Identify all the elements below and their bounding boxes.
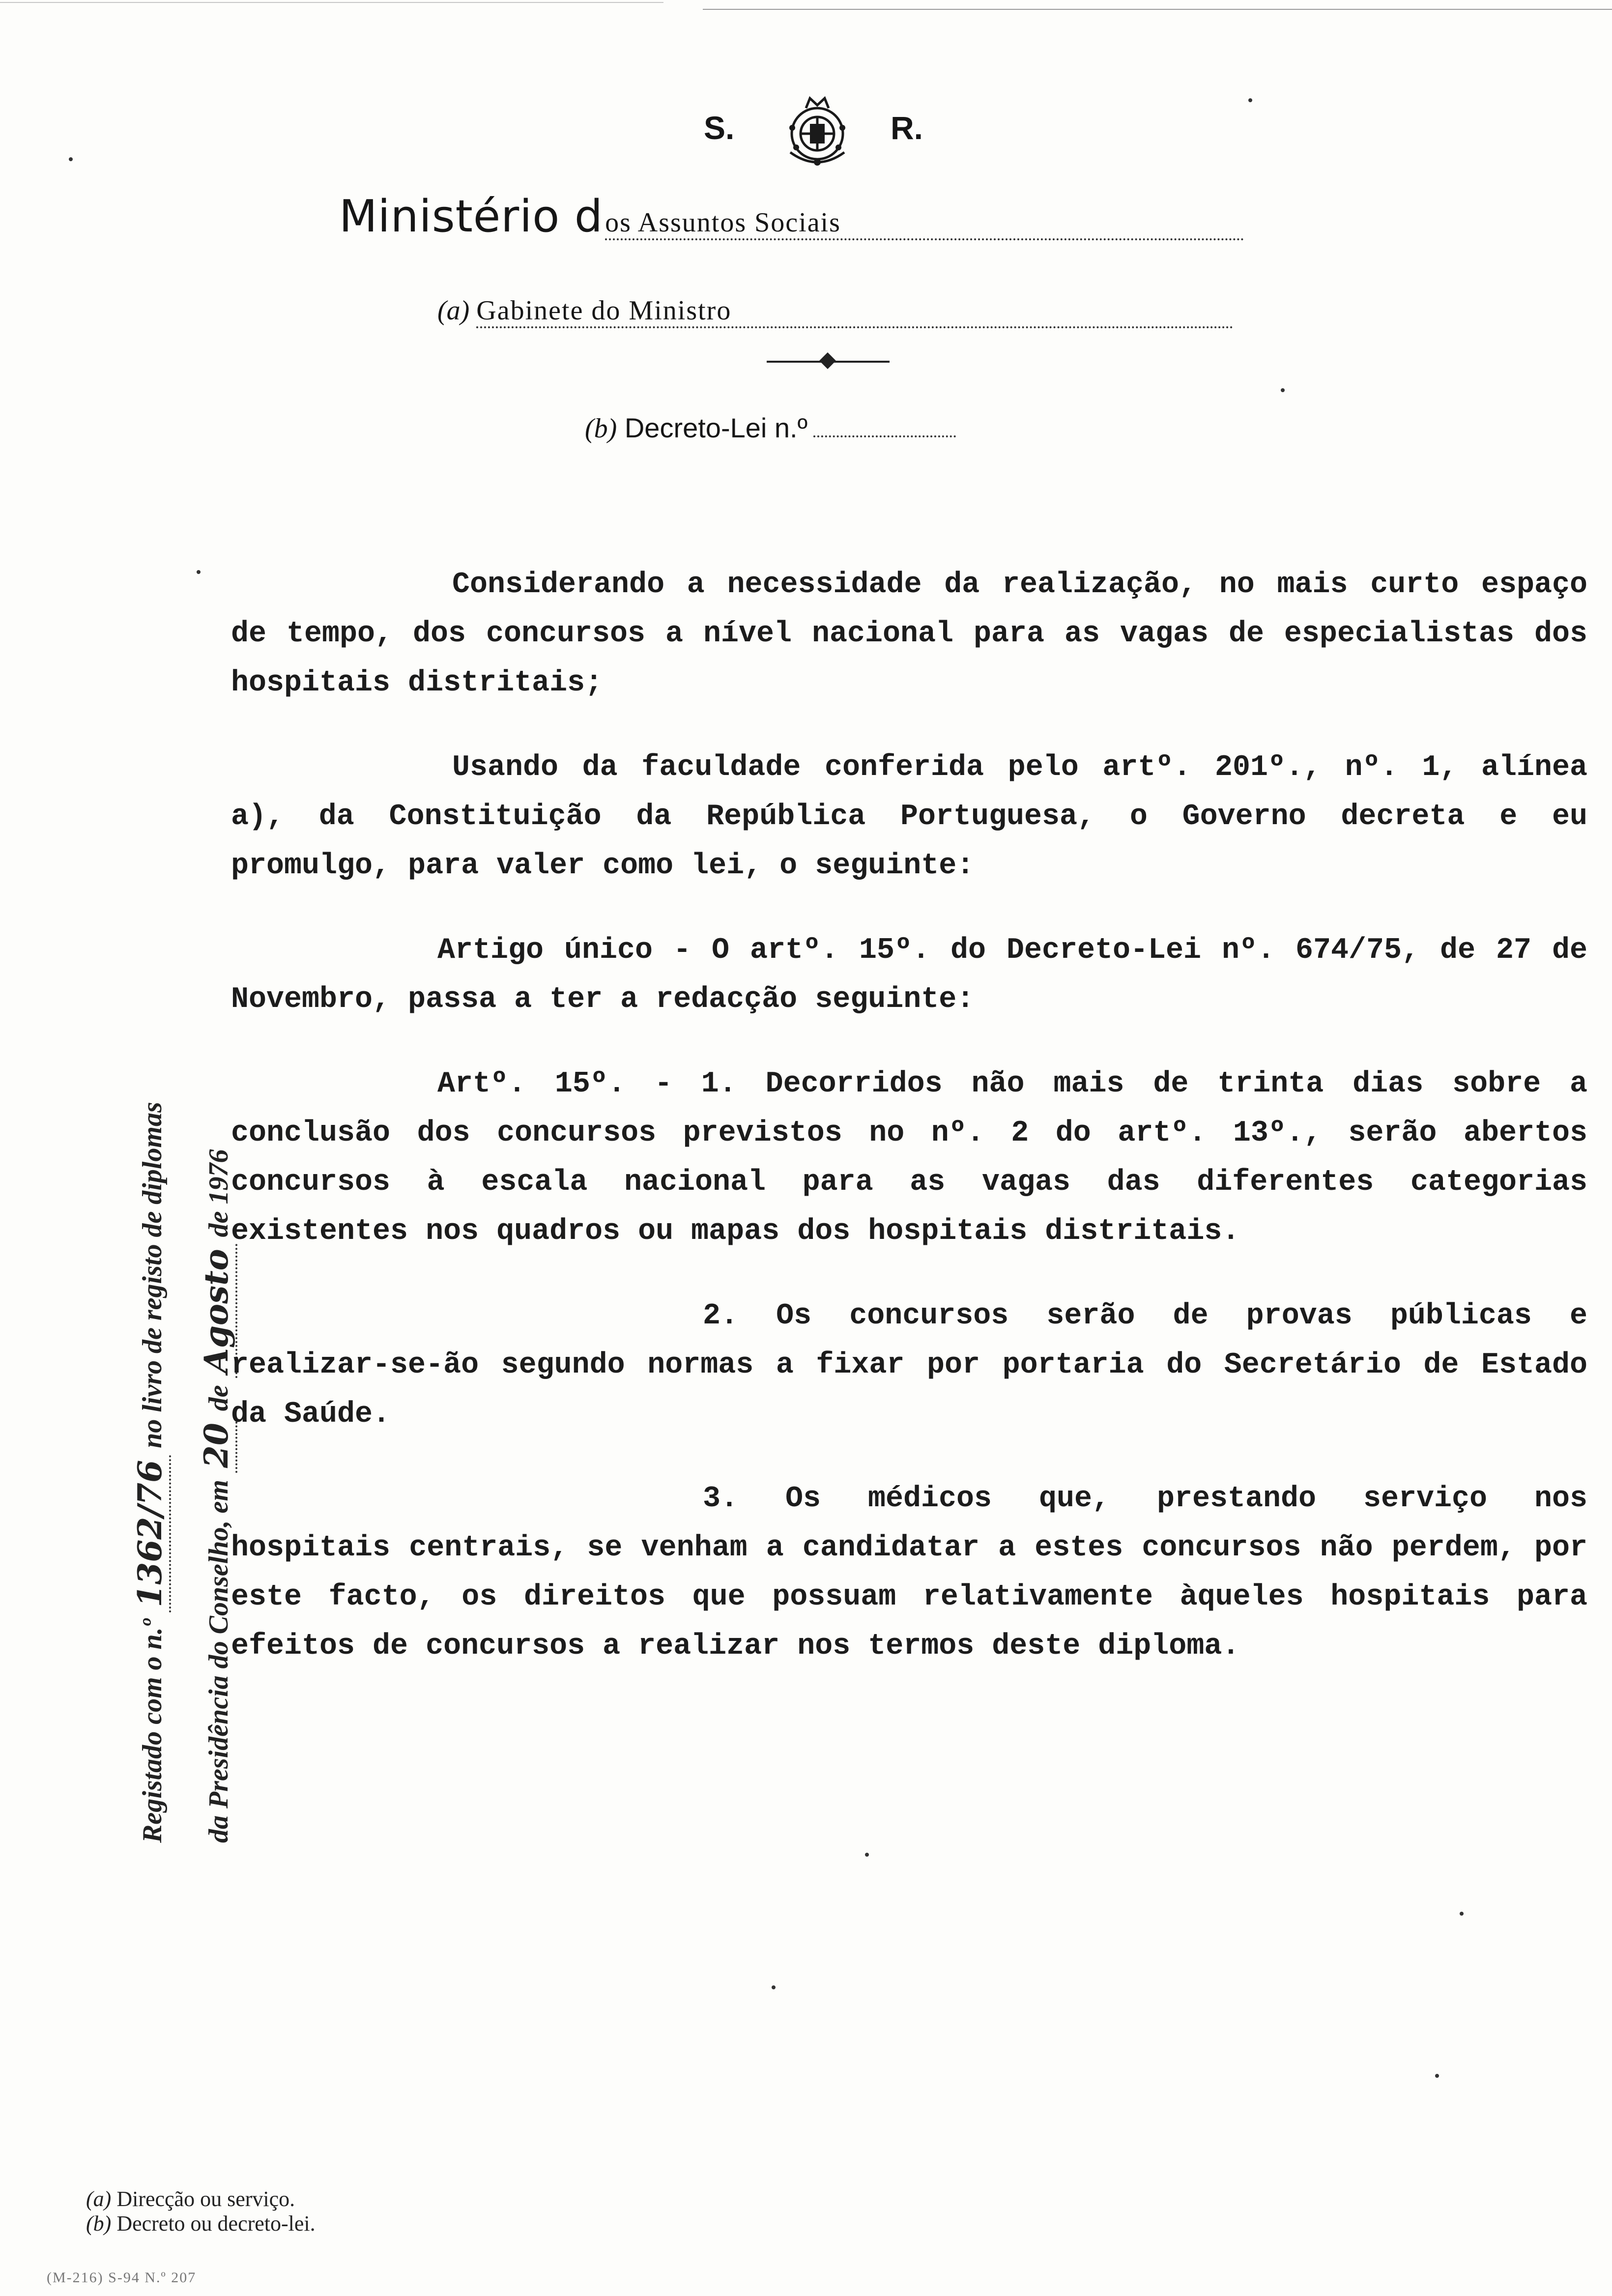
- top-scan-line-left: [0, 2, 663, 3]
- decree-number-blank: [813, 414, 956, 437]
- divider-diamond-icon: [819, 352, 836, 369]
- scan-speck: [772, 1985, 776, 1989]
- header-letter-s: S.: [704, 110, 735, 146]
- scan-speck: [1248, 98, 1252, 102]
- decree-label: Decreto-Lei n.º: [624, 412, 808, 443]
- top-scan-line: [703, 9, 1612, 10]
- coat-of-arms-icon: [771, 93, 864, 172]
- cabinet-line: [437, 295, 1233, 328]
- decree-mark: (b): [585, 413, 617, 444]
- scan-speck: [1281, 388, 1285, 392]
- scan-speck: [1460, 1912, 1464, 1916]
- header-letter-r: R.: [891, 110, 923, 146]
- paragraph-art-15-1: Artº. 15º. - 1. Decorridos não mais de trinta dias sobre a conclusão dos concursos previstos no nº. 2 do artº. 13º., serão abertos concursos à escala nacional para as vagas das diferentes categorias existentes nos quadros ou mapas dos hospitais distritais.: [231, 1067, 1606, 1248]
- footnote-a: (a) Direcção ou serviço.: [86, 2187, 295, 2211]
- ministry-line: [339, 191, 1244, 242]
- paragraph-considerando: Considerando a necessidade da realização, no mais curto espaço de tempo, dos concursos a nível nacional para as vagas de especialistas dos hospitais distritais;: [231, 568, 1606, 700]
- registration-line-1: Registado com o n.º 1362/76 no livro de registo de diplomas: [118, 270, 184, 1843]
- cabinet-name: Gabinete do Ministro: [476, 295, 1233, 328]
- scan-speck: [69, 157, 73, 161]
- registration-month: Agosto: [197, 1244, 237, 1378]
- decree-line: [585, 412, 956, 444]
- paragraph-art-15-2: 2. Os concursos serão de provas públicas e realizar-se-ão segundo normas a fixar por portaria do Secretário de Estado da Saúde.: [231, 1299, 1606, 1431]
- paragraph-art-15-3: 3. Os médicos que, prestando serviço nos hospitais centrais, se venham a candidatar a estes concursos não perdem, por este facto, os direitos que possuam relativamente àqueles hospitais para efeitos de concursos a realizar nos termos deste diploma.: [231, 1482, 1606, 1663]
- scan-speck: [1435, 2074, 1439, 2078]
- print-code: (M-216) S-94 N.º 207: [47, 2269, 197, 2286]
- paragraph-artigo-unico: Artigo único - O artº. 15º. do Decreto-Lei nº. 674/75, de 27 de Novembro, passa a ter a redacção seguinte:: [231, 934, 1606, 1016]
- footnote-b: (b) Decreto ou decreto-lei.: [86, 2211, 316, 2236]
- registration-number: 1362/76: [131, 1455, 171, 1612]
- ministry-name: os Assuntos Sociais: [605, 207, 1244, 240]
- registration-margin-note: [118, 270, 246, 1843]
- scan-speck: [197, 570, 201, 574]
- registration-line-2: da Presidência do Conselho, em 20 de Agosto de 1976: [184, 270, 251, 1843]
- scan-speck: [865, 1853, 869, 1857]
- paragraph-usando: Usando da faculdade conferida pelo artº. 201º., nº. 1, alínea a), da Constituição da República Portuguesa, o Governo decreta e eu promulgo, para valer como lei, o seguinte:: [231, 751, 1606, 883]
- decree-body: [231, 560, 1606, 1706]
- cabinet-mark: (a): [437, 295, 470, 326]
- ministry-prefix: Ministério d: [339, 191, 604, 242]
- footnotes: [86, 2187, 316, 2236]
- registration-day: 20: [197, 1418, 237, 1473]
